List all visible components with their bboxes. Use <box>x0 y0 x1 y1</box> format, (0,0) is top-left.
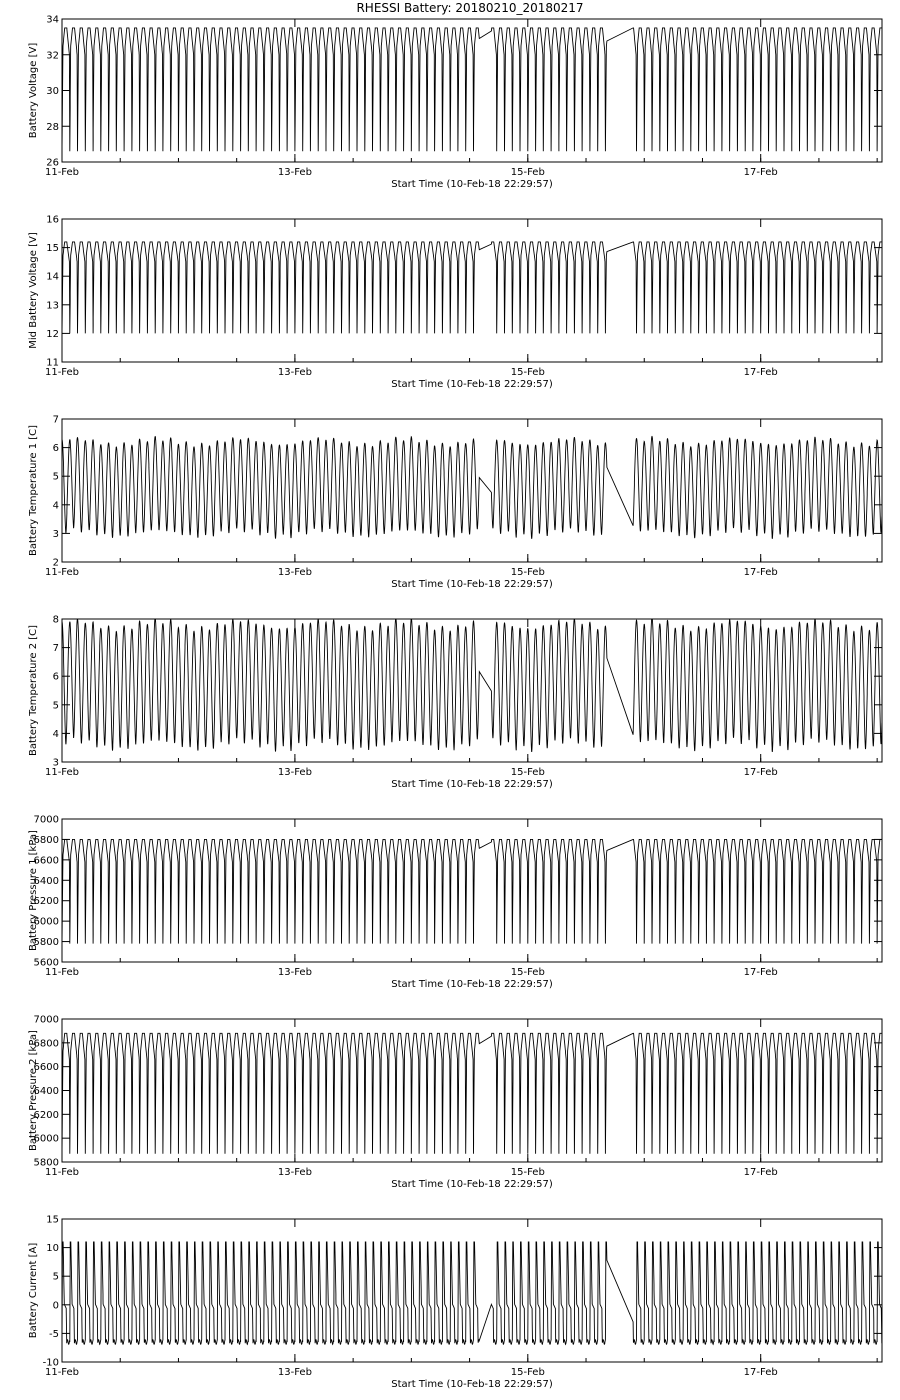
panel-4 <box>28 615 882 791</box>
x-tick-label: 11-Feb <box>44 167 80 178</box>
y-tick-label: 28 <box>46 121 59 133</box>
y-tick-label: 10 <box>46 1243 59 1255</box>
x-tick-label: 15-Feb <box>510 167 545 178</box>
x-tick-label: 11-Feb <box>44 1367 80 1378</box>
y-tick-label: 6800 <box>33 834 59 846</box>
y-tick-label: 0 <box>52 1300 59 1312</box>
y-tick-label: 6200 <box>33 896 59 908</box>
y-tick-label: 6 <box>52 443 59 455</box>
y-tick-label: 5600 <box>33 957 59 969</box>
y-tick-label: 4 <box>52 500 59 512</box>
y-axis-label: Battery Temperature 2 [C] <box>28 624 39 757</box>
y-tick-label: 15 <box>46 243 59 255</box>
y-tick-label: 6400 <box>33 875 59 887</box>
y-tick-label: 5800 <box>33 937 59 949</box>
y-tick-label: 7000 <box>33 1014 59 1026</box>
x-tick-label: 17-Feb <box>743 167 778 178</box>
y-axis-label: Mid Battery Voltage [V] <box>28 232 39 349</box>
y-tick-label: 4 <box>52 728 59 740</box>
y-axis-label: Battery Pressure 1 [kPa] <box>28 830 39 951</box>
panel-5 <box>28 815 882 991</box>
y-tick-label: 5 <box>52 471 59 483</box>
y-tick-label: 2 <box>52 557 59 569</box>
x-tick-label: 13-Feb <box>277 1167 312 1178</box>
y-tick-label: 6600 <box>33 1062 59 1074</box>
panel-7 <box>28 1215 882 1391</box>
series-line <box>62 619 882 752</box>
y-tick-label: 6 <box>52 671 59 683</box>
y-axis-label: Battery Temperature 1 [C] <box>28 424 39 557</box>
series-line <box>62 1033 882 1153</box>
y-tick-label: 6600 <box>33 855 59 867</box>
y-axis-label: Battery Pressure 2 [kPa] <box>28 1030 39 1151</box>
x-axis-label: Start Time (10-Feb-18 22:29:57) <box>391 579 553 590</box>
y-tick-label: 6200 <box>33 1109 59 1121</box>
x-tick-label: 17-Feb <box>743 1167 778 1178</box>
y-tick-label: 6800 <box>33 1038 59 1050</box>
y-tick-label: 30 <box>46 86 59 97</box>
x-tick-label: 13-Feb <box>277 1367 312 1378</box>
y-tick-label: 34 <box>46 14 59 26</box>
y-tick-label: 6000 <box>33 916 59 928</box>
y-tick-label: 12 <box>46 328 59 340</box>
x-tick-label: 11-Feb <box>44 767 80 778</box>
y-tick-label: 5 <box>52 700 59 712</box>
y-tick-label: 16 <box>46 214 59 226</box>
y-tick-label: 5 <box>52 1271 59 1283</box>
x-tick-label: 13-Feb <box>277 367 312 378</box>
x-tick-label: 17-Feb <box>743 1367 778 1378</box>
y-tick-label: 7 <box>52 414 59 426</box>
x-tick-label: 17-Feb <box>743 967 778 978</box>
y-tick-label: 3 <box>52 528 59 540</box>
y-axis-label: Battery Current [A] <box>28 1242 39 1339</box>
panel-2 <box>28 215 882 391</box>
series-line <box>62 839 882 943</box>
y-tick-label: 15 <box>46 1214 59 1226</box>
x-tick-label: 17-Feb <box>743 567 778 578</box>
x-axis-label: Start Time (10-Feb-18 22:29:57) <box>391 1379 553 1390</box>
x-tick-label: 13-Feb <box>277 567 312 578</box>
panel-1 <box>28 15 882 191</box>
y-tick-label: 3 <box>52 757 59 769</box>
x-tick-label: 15-Feb <box>510 1167 545 1178</box>
y-tick-label: 6000 <box>33 1133 59 1145</box>
x-tick-label: 17-Feb <box>743 367 778 378</box>
x-tick-label: 11-Feb <box>44 967 80 978</box>
plot-frame <box>62 219 882 362</box>
series-line <box>62 436 882 538</box>
y-tick-label: -5 <box>49 1328 59 1340</box>
x-axis-label: Start Time (10-Feb-18 22:29:57) <box>391 379 553 390</box>
y-tick-label: 26 <box>46 157 59 169</box>
y-tick-label: 14 <box>46 271 59 283</box>
y-tick-label: 13 <box>46 300 59 312</box>
y-tick-label: 11 <box>46 357 59 369</box>
plot-frame <box>62 1019 882 1162</box>
x-tick-label: 15-Feb <box>510 967 545 978</box>
series-line <box>62 1242 882 1344</box>
y-tick-label: 32 <box>46 50 59 62</box>
y-tick-label: 7000 <box>33 814 59 826</box>
plot-frame <box>62 819 882 962</box>
x-axis-label: Start Time (10-Feb-18 22:29:57) <box>391 1179 553 1190</box>
x-tick-label: 17-Feb <box>743 767 778 778</box>
series-line <box>62 242 882 334</box>
x-tick-label: 11-Feb <box>44 1167 80 1178</box>
panel-6 <box>28 1015 882 1191</box>
x-tick-label: 11-Feb <box>44 567 80 578</box>
x-axis-label: Start Time (10-Feb-18 22:29:57) <box>391 979 553 990</box>
x-axis-label: Start Time (10-Feb-18 22:29:57) <box>391 179 553 190</box>
series-line <box>62 28 882 151</box>
y-tick-label: 8 <box>52 614 59 626</box>
y-tick-label: 7 <box>52 643 59 655</box>
x-tick-label: 15-Feb <box>510 567 545 578</box>
y-tick-label: 5800 <box>33 1157 59 1169</box>
panel-3 <box>28 415 882 591</box>
y-tick-label: 6400 <box>33 1086 59 1097</box>
x-axis-label: Start Time (10-Feb-18 22:29:57) <box>391 779 553 790</box>
x-tick-label: 15-Feb <box>510 1367 545 1378</box>
chart-title: RHESSI Battery: 20180210_20180217 <box>356 1 584 15</box>
y-tick-label: -10 <box>42 1357 59 1369</box>
x-tick-label: 11-Feb <box>44 367 80 378</box>
x-tick-label: 13-Feb <box>277 967 312 978</box>
y-axis-label: Battery Voltage [V] <box>28 42 39 139</box>
x-tick-label: 13-Feb <box>277 767 312 778</box>
x-tick-label: 15-Feb <box>510 367 545 378</box>
x-tick-label: 13-Feb <box>277 167 312 178</box>
x-tick-label: 15-Feb <box>510 767 545 778</box>
